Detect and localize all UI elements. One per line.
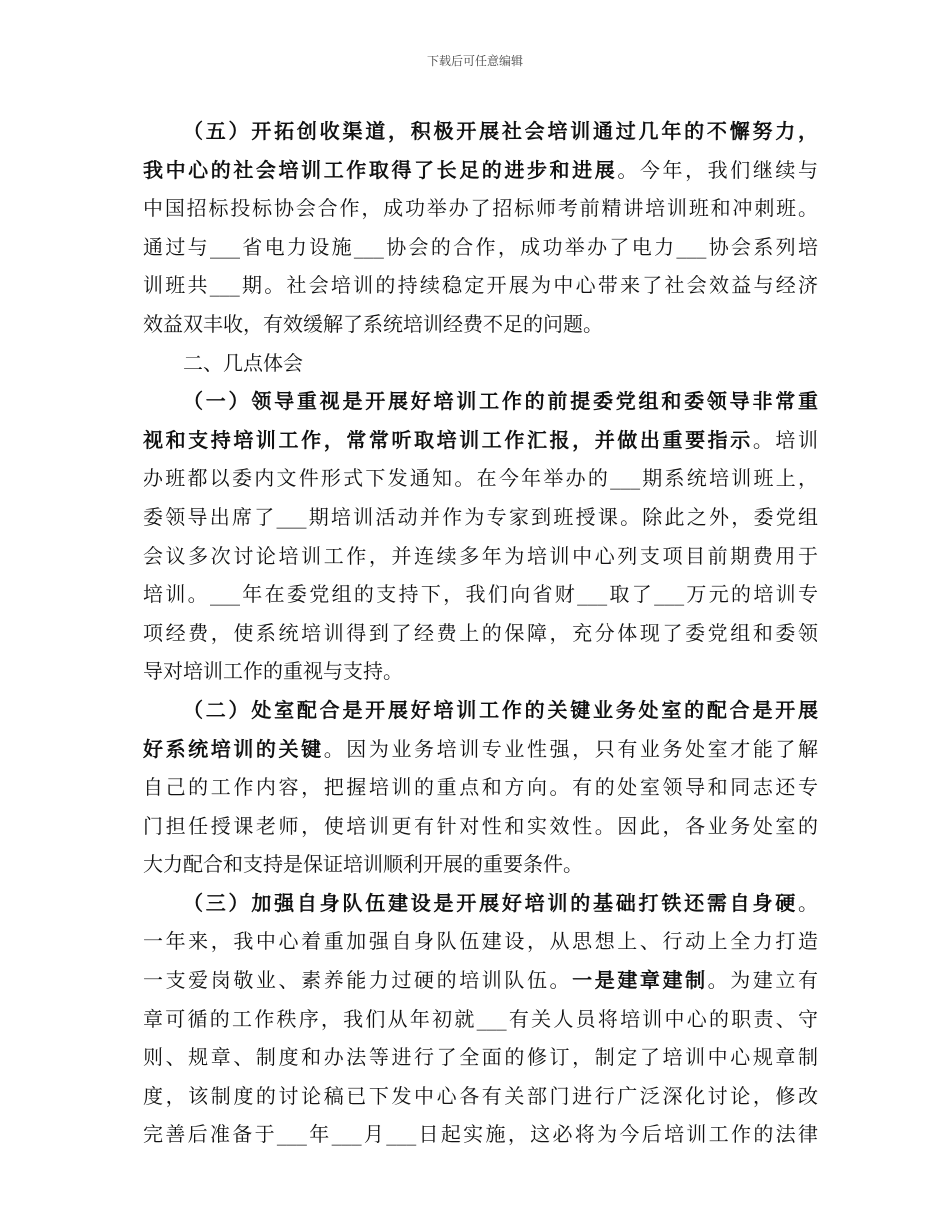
page-header: 下载后可任意编辑: [426, 54, 523, 68]
text-line: [143, 537, 818, 576]
text-line: [143, 652, 818, 691]
text-line: [143, 189, 818, 228]
section-heading: [143, 344, 818, 383]
text-line: [143, 807, 818, 846]
text-run: 自己的工作内容，把握培训的重点和方向。有的处室领导和同志还专: [143, 775, 818, 800]
text-run: 训班共___期。社会培训的持续稳定开展为中心带来了社会效益与经济: [143, 273, 818, 298]
text-line: [143, 305, 818, 344]
text-run: 委领导出席了___期培训活动并作为专家到班授课。除此之外，委党组: [143, 504, 818, 529]
text-run: 中国招标投标协会合作，成功举办了招标师考前精讲培训班和冲刺班。: [143, 196, 818, 221]
text-run: 一年来，我中心着重加强自身队伍建设，从思想上、行动上全力打造: [143, 929, 818, 954]
text-run: 通过与___省电力设施___协会的合作，成功举办了电力___协会系列培: [143, 234, 818, 259]
text-line: [143, 691, 818, 730]
text-line: [143, 228, 818, 267]
bold-text-run: （二）处室配合是开展好培训工作的关键业务处室的配合是开展: [183, 697, 818, 722]
text-line: [143, 1038, 818, 1077]
text-line: [143, 961, 818, 1000]
text-run: 完善后准备于___年___月___日起实施，这必将为今后培训工作的法律: [143, 1122, 818, 1147]
text-line: [143, 922, 818, 961]
text-run: 导对培训工作的重视与支持。: [143, 659, 403, 684]
text-run: 。今年，我们继续与: [617, 157, 818, 182]
text-run: 。培训: [752, 427, 818, 452]
bold-text-run: 视和支持培训工作，常常听取培训工作汇报，并做出重要指示: [143, 427, 753, 452]
bold-text-run: 好系统培训的关键: [143, 736, 324, 761]
text-run: 项经费，使系统培训得到了经费上的保障，充分体现了委党组和委领: [143, 620, 818, 645]
text-run: 度，该制度的讨论稿已下发中心各有关部门进行广泛深化讨论，修改: [143, 1083, 818, 1108]
text-run: 效益双丰收，有效缓解了系统培训经费不足的问题。: [143, 311, 603, 336]
text-line: [143, 884, 818, 923]
text-run: 办班都以委内文件形式下发通知。在今年举办的___期系统培训班上，: [143, 466, 818, 491]
bold-text-run: 一是建章建制: [572, 968, 708, 993]
text-run: 会议多次讨论培训工作，并连续多年为培训中心列支项目前期费用于: [143, 543, 818, 568]
bold-text-run: 我中心的社会培训工作取得了长足的进步和进展: [143, 157, 618, 182]
text-run: 培训。___年在委党组的支持下，我们向省财___取了___万元的培训专: [143, 582, 818, 607]
text-line: [143, 266, 818, 305]
text-line: [143, 1077, 818, 1116]
bold-text-run: （三）加强自身队伍建设是开展好培训的基础打铁还需自身硬: [183, 890, 798, 915]
text-run: 一支爱岗敬业、素养能力过硬的培训队伍。: [143, 968, 573, 993]
text-line: [143, 1115, 818, 1154]
text-run: 门担任授课老师，使培训更有针对性和实效性。因此，各业务处室的: [143, 813, 818, 838]
text-line: [143, 112, 818, 151]
text-line: [143, 730, 818, 769]
text-run: 。因为业务培训专业性强，只有业务处室才能了解: [323, 736, 818, 761]
text-run: 大力配合和支持是保证培训顺利开展的重要条件。: [143, 852, 583, 877]
text-line: [143, 845, 818, 884]
text-line: [143, 151, 818, 190]
bold-text-run: （一）领导重视是开展好培训工作的前提委党组和委领导非常重: [183, 389, 818, 414]
text-run: 章可循的工作秩序，我们从年初就___有关人员将培训中心的职责、守: [143, 1006, 818, 1031]
text-line: [143, 459, 818, 498]
text-line: [143, 421, 818, 460]
text-line: [143, 382, 818, 421]
text-run: 则、规章、制度和办法等进行了全面的修订，制定了培训中心规章制: [143, 1045, 818, 1070]
text-run: 。为建立有: [707, 968, 818, 993]
document-body: [143, 112, 818, 1154]
text-line: [143, 498, 818, 537]
text-run: 。: [798, 890, 818, 915]
text-line: [143, 768, 818, 807]
text-line: [143, 614, 818, 653]
text-line: [143, 575, 818, 614]
bold-text-run: （五）开拓创收渠道，积极开展社会培训通过几年的不懈努力，: [183, 119, 818, 143]
text-run: 二、几点体会: [183, 350, 303, 375]
text-line: [143, 1000, 818, 1039]
